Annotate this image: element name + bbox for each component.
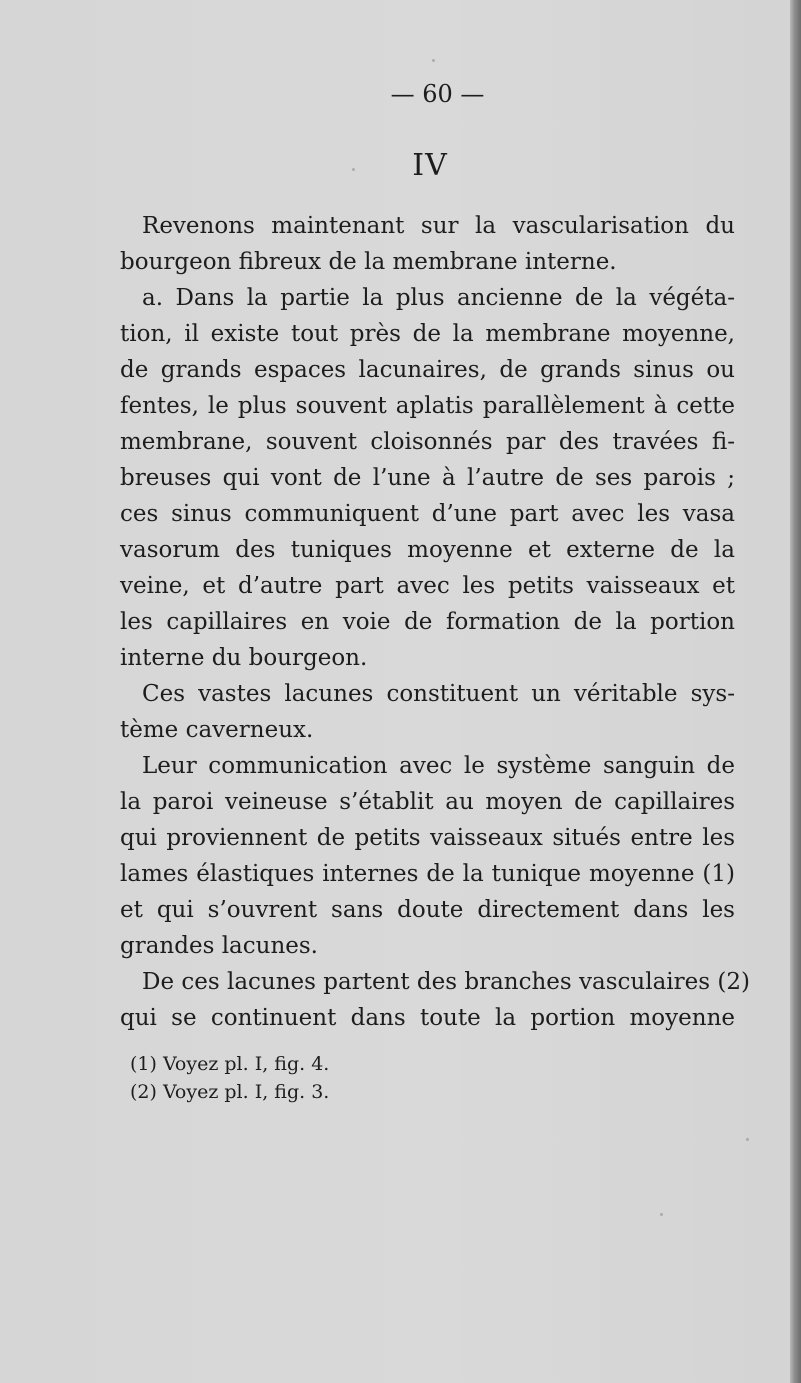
text-line: veine, et d’autre part avec les petits vaisseaux et	[120, 573, 735, 599]
text-line: fentes, le plus souvent aplatis parallèlement à cette	[120, 393, 735, 419]
text-line: ces sinus communiquent d’une part avec les vasa	[120, 501, 735, 527]
text-line: grandes lacunes.	[120, 933, 318, 959]
paragraph-1	[120, 208, 735, 280]
text-line: qui se continuent dans toute la portion moyenne	[120, 1005, 735, 1031]
paper-speck	[352, 168, 355, 171]
paper-speck	[432, 59, 435, 62]
text-line: tion, il existe tout près de la membrane moyenne,	[120, 321, 735, 347]
paragraph-5	[120, 964, 750, 1036]
text-line: a. Dans la partie la plus ancienne de la végéta-	[142, 285, 735, 311]
text-line: Ces vastes lacunes constituent un véritable sys-	[142, 681, 735, 707]
text-line: lames élastiques internes de la tunique moyenne (1)	[120, 861, 735, 887]
paper-speck	[660, 1213, 663, 1216]
paragraph-2	[120, 280, 735, 676]
section-heading: IV	[412, 148, 448, 183]
text-line: les capillaires en voie de formation de la portion	[120, 609, 735, 635]
paragraph-4	[120, 748, 735, 964]
text-line: interne du bourgeon.	[120, 645, 368, 671]
footnote-2: (2) Voyez pl. I, fig. 3.	[130, 1081, 330, 1103]
text-line: et qui s’ouvrent sans doute directement dans les	[120, 897, 735, 923]
text-line: Leur communication avec le système sanguin de	[142, 753, 735, 779]
text-line: tème caverneux.	[120, 717, 314, 743]
page-edge-shadow	[790, 0, 801, 1383]
text-line: de grands espaces lacunaires, de grands sinus ou	[120, 357, 735, 383]
paragraph-3	[120, 676, 735, 748]
text-line: Revenons maintenant sur la vascularisation du	[142, 213, 735, 239]
text-line: qui proviennent de petits vaisseaux situés entre les	[120, 825, 735, 851]
text-line: breuses qui vont de l’une à l’autre de ses parois ;	[120, 465, 735, 491]
page-number: — 60 —	[390, 80, 485, 108]
text-line: De ces lacunes partent des branches vasculaires (2)	[142, 969, 750, 995]
page-text-block	[120, 80, 750, 1106]
text-line: membrane, souvent cloisonnés par des travées fi-	[120, 429, 735, 455]
footnote-1: (1) Voyez pl. I, fig. 4.	[130, 1053, 330, 1075]
text-line: bourgeon fibreux de la membrane interne.	[120, 249, 617, 275]
text-line: vasorum des tuniques moyenne et externe de la	[120, 537, 735, 563]
footnotes	[120, 1050, 735, 1106]
paper-speck	[746, 1138, 749, 1141]
text-line: la paroi veineuse s’établit au moyen de capillaires	[120, 789, 735, 815]
